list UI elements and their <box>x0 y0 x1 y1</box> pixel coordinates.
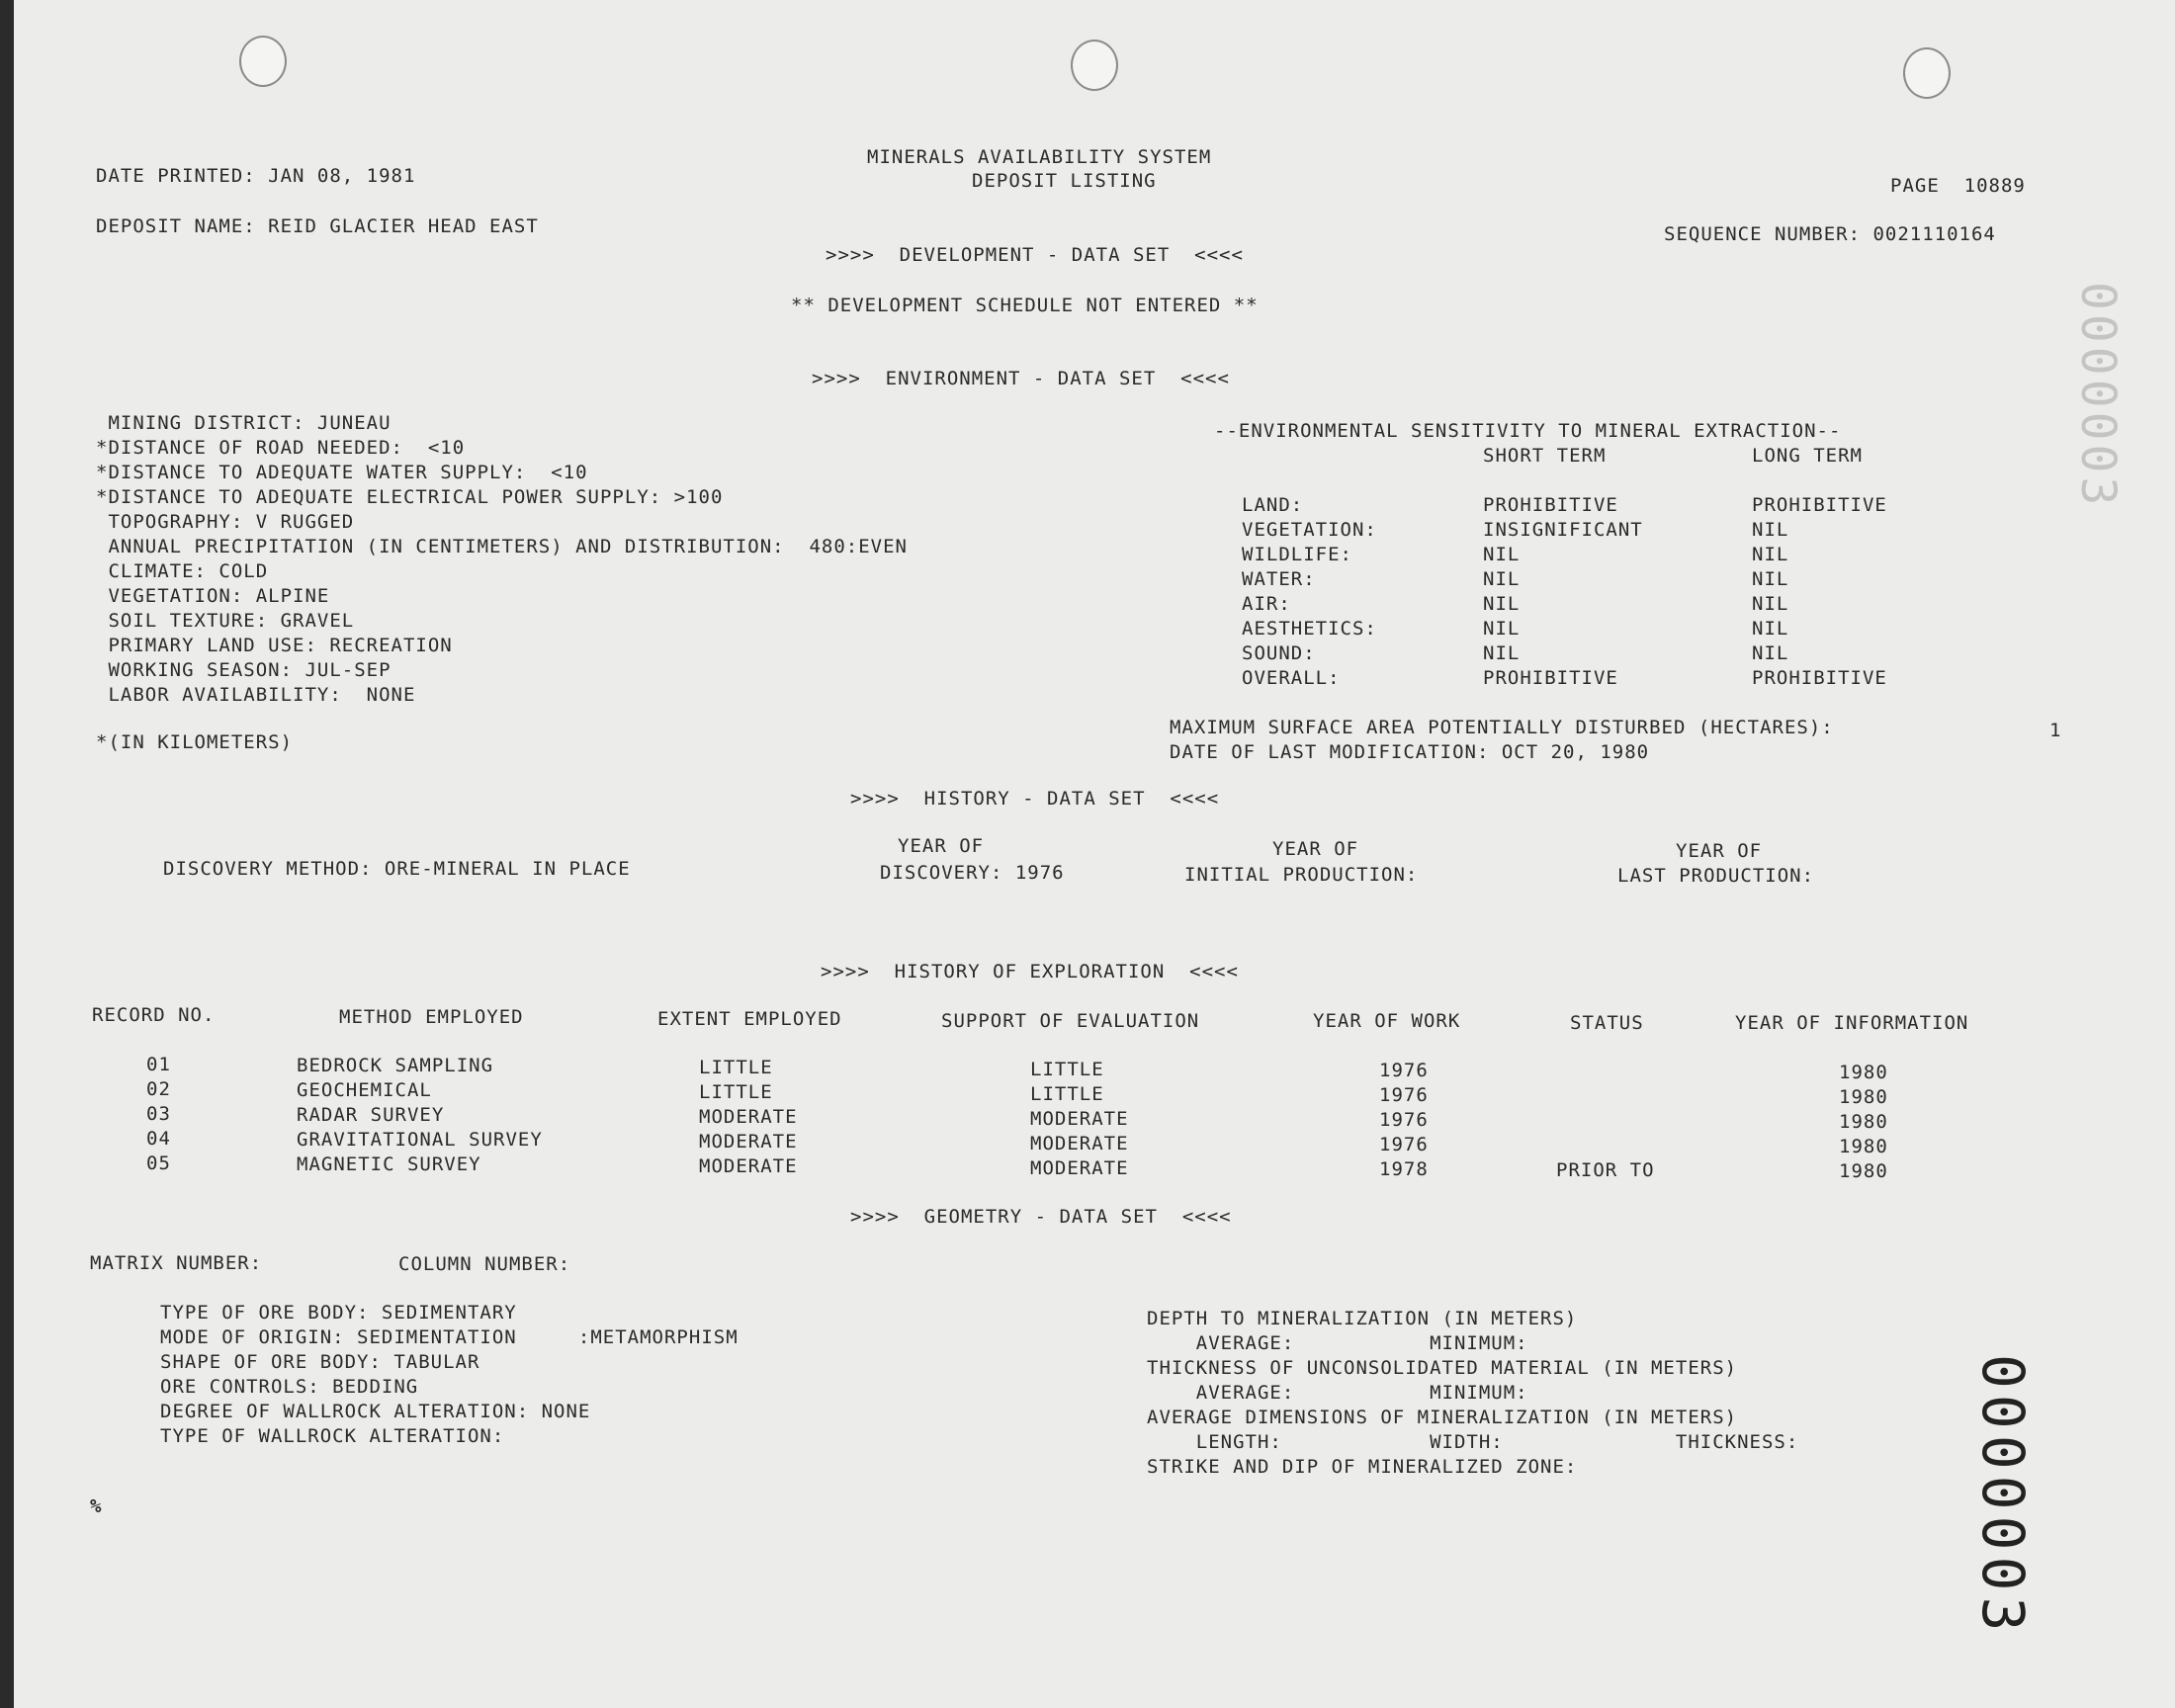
year-of-label: YEAR OF <box>1676 840 1763 862</box>
support-of-evaluation: MODERATE <box>1030 1108 1129 1130</box>
environment-line: *DISTANCE TO ADEQUATE ELECTRICAL POWER SUPPLY: >100 <box>96 486 724 508</box>
geometry-line: TYPE OF WALLROCK ALTERATION: <box>160 1425 505 1447</box>
column-header: SUPPORT OF EVALUATION <box>941 1010 1200 1032</box>
geometry-heading: >>>> GEOMETRY - DATA SET <<<< <box>850 1206 1232 1228</box>
max-surface-area: MAXIMUM SURFACE AREA POTENTIALLY DISTURBED (HECTARES): <box>1170 717 1834 738</box>
year-of-information: 1980 <box>1839 1086 1888 1108</box>
column-header: YEAR OF WORK <box>1313 1010 1461 1032</box>
geometry-line: THICKNESS OF UNCONSOLIDATED MATERIAL (IN METERS) <box>1147 1357 1738 1379</box>
sensitivity-label: LAND: <box>1242 494 1304 516</box>
year-of-work: 1978 <box>1379 1158 1429 1180</box>
status: PRIOR TO <box>1556 1159 1655 1181</box>
method-employed: GRAVITATIONAL SURVEY <box>297 1129 543 1151</box>
method-employed: MAGNETIC SURVEY <box>297 1153 481 1175</box>
method-employed: BEDROCK SAMPLING <box>297 1055 494 1076</box>
sensitivity-long: PROHIBITIVE <box>1752 494 1887 516</box>
environment-line: VEGETATION: ALPINE <box>96 585 330 607</box>
method-employed: RADAR SURVEY <box>297 1104 445 1126</box>
environment-line: *DISTANCE TO ADEQUATE WATER SUPPLY: <10 <box>96 462 588 483</box>
geometry-line: SHAPE OF ORE BODY: TABULAR <box>160 1351 480 1373</box>
page-number: PAGE 10889 <box>1890 175 2026 197</box>
extent-employed: MODERATE <box>699 1155 798 1177</box>
discovery-year: DISCOVERY: 1976 <box>880 862 1065 884</box>
extent-employed: LITTLE <box>699 1081 773 1103</box>
geometry-line: AVERAGE DIMENSIONS OF MINERALIZATION (IN METERS) <box>1147 1407 1738 1428</box>
sensitivity-short: NIL <box>1483 568 1521 590</box>
geometry-line: ORE CONTROLS: BEDDING <box>160 1376 419 1398</box>
deposit-name: DEPOSIT NAME: REID GLACIER HEAD EAST <box>96 215 539 237</box>
record-number: 02 <box>146 1078 171 1100</box>
punch-hole <box>239 36 287 87</box>
sequence-number: SEQUENCE NUMBER: 0021110164 <box>1664 223 1996 245</box>
sensitivity-label: WATER: <box>1242 568 1316 590</box>
environment-line: WORKING SEASON: JUL-SEP <box>96 659 392 681</box>
support-of-evaluation: LITTLE <box>1030 1083 1104 1105</box>
sensitivity-long: NIL <box>1752 519 1789 541</box>
sensitivity-short: NIL <box>1483 618 1521 640</box>
extent-employed: MODERATE <box>699 1106 798 1128</box>
geometry-line: DEGREE OF WALLROCK ALTERATION: NONE <box>160 1401 591 1422</box>
year-of-work: 1976 <box>1379 1084 1429 1106</box>
column-number: COLUMN NUMBER: <box>398 1253 571 1275</box>
geometry-line: MODE OF ORIGIN: SEDIMENTATION :METAMORPHISM <box>160 1326 739 1348</box>
sensitivity-short: NIL <box>1483 593 1521 615</box>
record-number: 04 <box>146 1128 171 1150</box>
record-number: 03 <box>146 1103 171 1125</box>
environment-heading: >>>> ENVIRONMENT - DATA SET <<<< <box>812 368 1230 389</box>
development-heading: >>>> DEVELOPMENT - DATA SET <<<< <box>826 244 1244 266</box>
environment-line: ANNUAL PRECIPITATION (IN CENTIMETERS) AND DISTRIBUTION: 480:EVEN <box>96 536 908 557</box>
faded-frame-number: 0000003 <box>2070 282 2126 510</box>
frame-number: 0000003 <box>1969 1354 2037 1638</box>
record-number: 01 <box>146 1054 171 1075</box>
support-of-evaluation: MODERATE <box>1030 1133 1129 1154</box>
environment-line: PRIMARY LAND USE: RECREATION <box>96 635 453 656</box>
environment-line: LABOR AVAILABILITY: NONE <box>96 684 416 706</box>
year-of-information: 1980 <box>1839 1111 1888 1133</box>
environment-line: MINING DISTRICT: JUNEAU <box>96 412 392 434</box>
sensitivity-label: SOUND: <box>1242 642 1316 664</box>
year-of-label: YEAR OF <box>1272 838 1359 860</box>
film-strip-edge <box>0 0 14 1708</box>
last-modification-date: DATE OF LAST MODIFICATION: OCT 20, 1980 <box>1170 741 1650 763</box>
geometry-line: DEPTH TO MINERALIZATION (IN METERS) <box>1147 1308 1578 1329</box>
long-term-header: LONG TERM <box>1752 445 1863 467</box>
listing-title: DEPOSIT LISTING <box>972 170 1157 192</box>
discovery-method: DISCOVERY METHOD: ORE-MINERAL IN PLACE <box>163 858 631 880</box>
sensitivity-label: VEGETATION: <box>1242 519 1377 541</box>
year-of-work: 1976 <box>1379 1060 1429 1081</box>
sensitivity-short: NIL <box>1483 642 1521 664</box>
initial-production: INITIAL PRODUCTION: <box>1184 864 1419 886</box>
support-of-evaluation: LITTLE <box>1030 1059 1104 1080</box>
sensitivity-label: WILDLIFE: <box>1242 544 1352 565</box>
year-of-information: 1980 <box>1839 1160 1888 1182</box>
column-header: EXTENT EMPLOYED <box>657 1008 842 1030</box>
geometry-line: STRIKE AND DIP OF MINERALIZED ZONE: <box>1147 1456 1578 1478</box>
sensitivity-long: NIL <box>1752 642 1789 664</box>
year-of-information: 1980 <box>1839 1136 1888 1157</box>
environment-line: TOPOGRAPHY: V RUGGED <box>96 511 355 533</box>
sensitivity-long: NIL <box>1752 618 1789 640</box>
max-surface-area-value: 1 <box>2049 720 2062 741</box>
sensitivity-short: INSIGNIFICANT <box>1483 519 1643 541</box>
sensitivity-short: PROHIBITIVE <box>1483 494 1618 516</box>
geometry-line: AVERAGE: MINIMUM: <box>1147 1382 1528 1404</box>
extent-employed: LITTLE <box>699 1057 773 1078</box>
exploration-heading: >>>> HISTORY OF EXPLORATION <<<< <box>821 961 1239 982</box>
development-note: ** DEVELOPMENT SCHEDULE NOT ENTERED ** <box>791 295 1259 316</box>
system-title: MINERALS AVAILABILITY SYSTEM <box>867 146 1212 168</box>
sensitivity-short: NIL <box>1483 544 1521 565</box>
sensitivity-label: AESTHETICS: <box>1242 618 1377 640</box>
last-production: LAST PRODUCTION: <box>1617 865 1815 887</box>
punch-hole <box>1071 40 1118 91</box>
sensitivity-label: OVERALL: <box>1242 667 1341 689</box>
kilometers-footnote: *(IN KILOMETERS) <box>96 731 294 753</box>
sensitivity-short: PROHIBITIVE <box>1483 667 1618 689</box>
date-printed: DATE PRINTED: JAN 08, 1981 <box>96 165 416 187</box>
geometry-line: AVERAGE: MINIMUM: <box>1147 1332 1528 1354</box>
environment-line: *DISTANCE OF ROAD NEEDED: <10 <box>96 437 466 459</box>
geometry-line: TYPE OF ORE BODY: SEDIMENTARY <box>160 1302 517 1324</box>
environment-line: SOIL TEXTURE: GRAVEL <box>96 610 355 632</box>
sensitivity-title: --ENVIRONMENTAL SENSITIVITY TO MINERAL EXTRACTION-- <box>1214 420 1842 442</box>
environment-line: CLIMATE: COLD <box>96 560 269 582</box>
extent-employed: MODERATE <box>699 1131 798 1153</box>
column-header: METHOD EMPLOYED <box>339 1006 524 1028</box>
sensitivity-long: NIL <box>1752 544 1789 565</box>
year-of-information: 1980 <box>1839 1062 1888 1083</box>
sensitivity-long: PROHIBITIVE <box>1752 667 1887 689</box>
column-header: YEAR OF INFORMATION <box>1735 1012 1969 1034</box>
year-of-label: YEAR OF <box>898 835 985 857</box>
sensitivity-label: AIR: <box>1242 593 1291 615</box>
column-header: RECORD NO. <box>92 1004 216 1026</box>
support-of-evaluation: MODERATE <box>1030 1157 1129 1179</box>
short-term-header: SHORT TERM <box>1483 445 1607 467</box>
sensitivity-long: NIL <box>1752 593 1789 615</box>
percent-mark: % <box>90 1495 103 1517</box>
column-header: STATUS <box>1570 1012 1644 1034</box>
punch-hole <box>1903 47 1951 99</box>
year-of-work: 1976 <box>1379 1109 1429 1131</box>
sensitivity-long: NIL <box>1752 568 1789 590</box>
record-number: 05 <box>146 1153 171 1174</box>
geometry-line: LENGTH: WIDTH: THICKNESS: <box>1147 1431 1799 1453</box>
history-heading: >>>> HISTORY - DATA SET <<<< <box>850 788 1220 810</box>
matrix-number: MATRIX NUMBER: <box>90 1252 263 1274</box>
method-employed: GEOCHEMICAL <box>297 1079 432 1101</box>
year-of-work: 1976 <box>1379 1134 1429 1155</box>
